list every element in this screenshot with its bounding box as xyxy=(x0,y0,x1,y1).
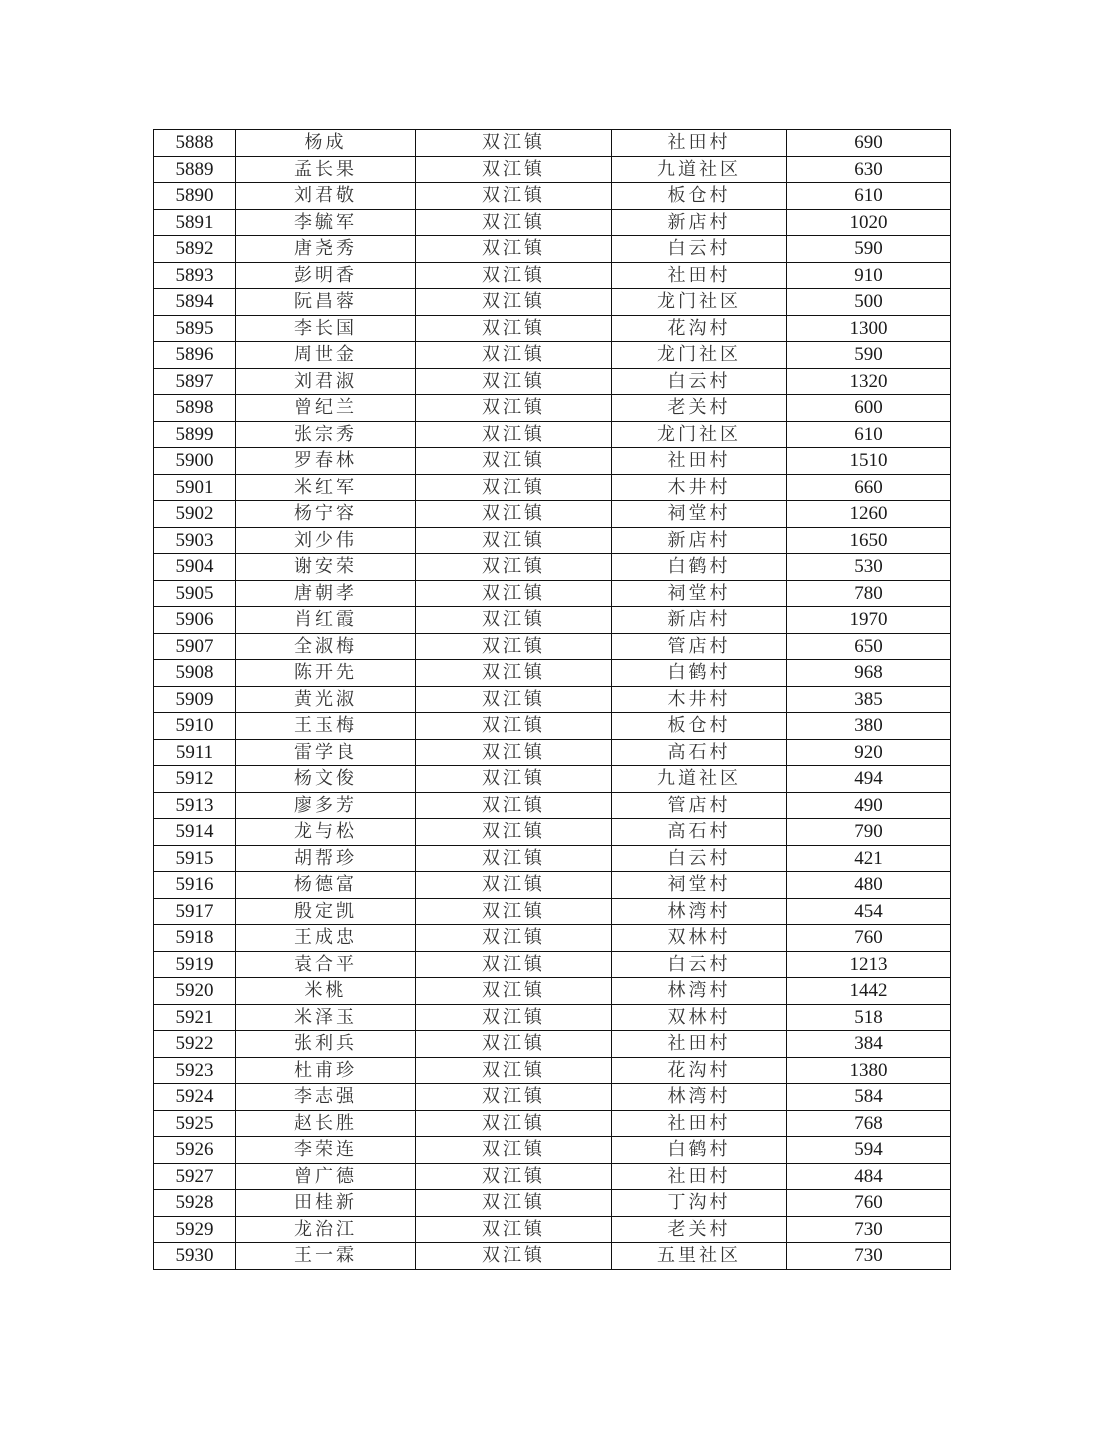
cell-town: 双江镇 xyxy=(416,130,612,157)
cell-village: 社田村 xyxy=(612,1163,787,1190)
cell-name: 杜甫珍 xyxy=(236,1057,416,1084)
cell-village: 高石村 xyxy=(612,819,787,846)
cell-id: 5911 xyxy=(154,739,236,766)
cell-name: 赵长胜 xyxy=(236,1110,416,1137)
cell-town: 双江镇 xyxy=(416,1110,612,1137)
cell-amount: 690 xyxy=(787,130,951,157)
cell-name: 罗春林 xyxy=(236,448,416,475)
cell-village: 管店村 xyxy=(612,792,787,819)
cell-amount: 584 xyxy=(787,1084,951,1111)
cell-village: 祠堂村 xyxy=(612,872,787,899)
cell-amount: 610 xyxy=(787,421,951,448)
cell-id: 5917 xyxy=(154,898,236,925)
cell-id: 5920 xyxy=(154,978,236,1005)
cell-name: 李长国 xyxy=(236,315,416,342)
cell-village: 白云村 xyxy=(612,236,787,263)
cell-id: 5929 xyxy=(154,1216,236,1243)
table-row xyxy=(154,130,951,157)
cell-name: 王一霖 xyxy=(236,1243,416,1270)
cell-amount: 630 xyxy=(787,156,951,183)
cell-village: 板仓村 xyxy=(612,713,787,740)
cell-id: 5890 xyxy=(154,183,236,210)
cell-town: 双江镇 xyxy=(416,580,612,607)
cell-id: 5924 xyxy=(154,1084,236,1111)
cell-amount: 590 xyxy=(787,236,951,263)
cell-village: 板仓村 xyxy=(612,183,787,210)
cell-village: 白鹤村 xyxy=(612,660,787,687)
table-row xyxy=(154,474,951,501)
cell-village: 白云村 xyxy=(612,951,787,978)
cell-amount: 920 xyxy=(787,739,951,766)
cell-village: 五里社区 xyxy=(612,1243,787,1270)
cell-town: 双江镇 xyxy=(416,1190,612,1217)
cell-id: 5894 xyxy=(154,289,236,316)
cell-name: 刘君敬 xyxy=(236,183,416,210)
cell-name: 张宗秀 xyxy=(236,421,416,448)
table-row xyxy=(154,289,951,316)
cell-village: 花沟村 xyxy=(612,315,787,342)
cell-id: 5892 xyxy=(154,236,236,263)
cell-village: 社田村 xyxy=(612,130,787,157)
table-row xyxy=(154,1190,951,1217)
cell-town: 双江镇 xyxy=(416,1243,612,1270)
cell-amount: 494 xyxy=(787,766,951,793)
cell-village: 白云村 xyxy=(612,368,787,395)
table-row xyxy=(154,395,951,422)
table-row xyxy=(154,342,951,369)
cell-amount: 760 xyxy=(787,925,951,952)
table-row xyxy=(154,978,951,1005)
cell-id: 5930 xyxy=(154,1243,236,1270)
cell-id: 5901 xyxy=(154,474,236,501)
cell-id: 5916 xyxy=(154,872,236,899)
table-row xyxy=(154,554,951,581)
cell-amount: 660 xyxy=(787,474,951,501)
table-row xyxy=(154,527,951,554)
cell-town: 双江镇 xyxy=(416,474,612,501)
cell-id: 5921 xyxy=(154,1004,236,1031)
cell-amount: 1650 xyxy=(787,527,951,554)
cell-village: 社田村 xyxy=(612,262,787,289)
cell-amount: 768 xyxy=(787,1110,951,1137)
cell-amount: 910 xyxy=(787,262,951,289)
cell-town: 双江镇 xyxy=(416,342,612,369)
cell-name: 刘君淑 xyxy=(236,368,416,395)
cell-name: 李荣连 xyxy=(236,1137,416,1164)
cell-id: 5907 xyxy=(154,633,236,660)
cell-amount: 484 xyxy=(787,1163,951,1190)
cell-name: 廖多芳 xyxy=(236,792,416,819)
cell-village: 社田村 xyxy=(612,1031,787,1058)
cell-id: 5897 xyxy=(154,368,236,395)
cell-amount: 1213 xyxy=(787,951,951,978)
cell-amount: 730 xyxy=(787,1216,951,1243)
cell-name: 刘少伟 xyxy=(236,527,416,554)
cell-amount: 454 xyxy=(787,898,951,925)
cell-amount: 384 xyxy=(787,1031,951,1058)
cell-name: 杨德富 xyxy=(236,872,416,899)
table-row xyxy=(154,1137,951,1164)
cell-name: 米红军 xyxy=(236,474,416,501)
cell-name: 曾纪兰 xyxy=(236,395,416,422)
cell-town: 双江镇 xyxy=(416,448,612,475)
cell-town: 双江镇 xyxy=(416,209,612,236)
cell-village: 高石村 xyxy=(612,739,787,766)
cell-id: 5909 xyxy=(154,686,236,713)
table-row xyxy=(154,660,951,687)
cell-name: 王成忠 xyxy=(236,925,416,952)
cell-village: 九道社区 xyxy=(612,766,787,793)
cell-name: 李毓军 xyxy=(236,209,416,236)
cell-name: 谢安荣 xyxy=(236,554,416,581)
cell-town: 双江镇 xyxy=(416,978,612,1005)
cell-amount: 968 xyxy=(787,660,951,687)
cell-amount: 490 xyxy=(787,792,951,819)
cell-name: 米桃 xyxy=(236,978,416,1005)
cell-amount: 594 xyxy=(787,1137,951,1164)
cell-town: 双江镇 xyxy=(416,713,612,740)
table-row xyxy=(154,236,951,263)
table-row xyxy=(154,1057,951,1084)
cell-id: 5903 xyxy=(154,527,236,554)
cell-amount: 1260 xyxy=(787,501,951,528)
cell-amount: 530 xyxy=(787,554,951,581)
cell-amount: 1442 xyxy=(787,978,951,1005)
cell-name: 王玉梅 xyxy=(236,713,416,740)
cell-amount: 760 xyxy=(787,1190,951,1217)
cell-town: 双江镇 xyxy=(416,1004,612,1031)
table-row xyxy=(154,448,951,475)
cell-town: 双江镇 xyxy=(416,1057,612,1084)
cell-town: 双江镇 xyxy=(416,872,612,899)
cell-town: 双江镇 xyxy=(416,236,612,263)
cell-village: 丁沟村 xyxy=(612,1190,787,1217)
cell-amount: 500 xyxy=(787,289,951,316)
cell-village: 林湾村 xyxy=(612,1084,787,1111)
cell-town: 双江镇 xyxy=(416,156,612,183)
table-row xyxy=(154,156,951,183)
table-row xyxy=(154,368,951,395)
cell-name: 张利兵 xyxy=(236,1031,416,1058)
cell-town: 双江镇 xyxy=(416,315,612,342)
cell-village: 白云村 xyxy=(612,845,787,872)
cell-town: 双江镇 xyxy=(416,898,612,925)
cell-town: 双江镇 xyxy=(416,925,612,952)
cell-name: 孟长果 xyxy=(236,156,416,183)
cell-id: 5902 xyxy=(154,501,236,528)
cell-village: 祠堂村 xyxy=(612,580,787,607)
table-row xyxy=(154,607,951,634)
cell-id: 5922 xyxy=(154,1031,236,1058)
cell-id: 5915 xyxy=(154,845,236,872)
table-row xyxy=(154,1216,951,1243)
cell-name: 周世金 xyxy=(236,342,416,369)
cell-village: 白鹤村 xyxy=(612,1137,787,1164)
cell-amount: 590 xyxy=(787,342,951,369)
cell-amount: 730 xyxy=(787,1243,951,1270)
cell-name: 黄光淑 xyxy=(236,686,416,713)
table-row xyxy=(154,713,951,740)
cell-village: 祠堂村 xyxy=(612,501,787,528)
cell-village: 社田村 xyxy=(612,1110,787,1137)
table-row xyxy=(154,315,951,342)
cell-town: 双江镇 xyxy=(416,766,612,793)
cell-town: 双江镇 xyxy=(416,951,612,978)
cell-id: 5908 xyxy=(154,660,236,687)
cell-name: 全淑梅 xyxy=(236,633,416,660)
cell-id: 5906 xyxy=(154,607,236,634)
cell-id: 5905 xyxy=(154,580,236,607)
cell-town: 双江镇 xyxy=(416,739,612,766)
cell-id: 5928 xyxy=(154,1190,236,1217)
cell-amount: 380 xyxy=(787,713,951,740)
cell-id: 5895 xyxy=(154,315,236,342)
table-row xyxy=(154,686,951,713)
cell-town: 双江镇 xyxy=(416,554,612,581)
table-row xyxy=(154,951,951,978)
cell-name: 田桂新 xyxy=(236,1190,416,1217)
table-row xyxy=(154,1243,951,1270)
cell-village: 社田村 xyxy=(612,448,787,475)
cell-id: 5918 xyxy=(154,925,236,952)
cell-name: 陈开先 xyxy=(236,660,416,687)
cell-amount: 790 xyxy=(787,819,951,846)
cell-village: 管店村 xyxy=(612,633,787,660)
cell-amount: 600 xyxy=(787,395,951,422)
cell-village: 龙门社区 xyxy=(612,342,787,369)
cell-village: 双林村 xyxy=(612,1004,787,1031)
cell-town: 双江镇 xyxy=(416,660,612,687)
table-row xyxy=(154,872,951,899)
cell-village: 白鹤村 xyxy=(612,554,787,581)
cell-id: 5914 xyxy=(154,819,236,846)
cell-village: 木井村 xyxy=(612,686,787,713)
table-row xyxy=(154,633,951,660)
cell-town: 双江镇 xyxy=(416,1216,612,1243)
cell-name: 李志强 xyxy=(236,1084,416,1111)
cell-village: 新店村 xyxy=(612,607,787,634)
table-row xyxy=(154,1031,951,1058)
table-row xyxy=(154,262,951,289)
table-row xyxy=(154,183,951,210)
cell-town: 双江镇 xyxy=(416,183,612,210)
table-row xyxy=(154,1004,951,1031)
cell-amount: 1510 xyxy=(787,448,951,475)
cell-village: 九道社区 xyxy=(612,156,787,183)
table-row xyxy=(154,421,951,448)
table-row xyxy=(154,898,951,925)
cell-name: 龙与松 xyxy=(236,819,416,846)
cell-name: 杨宁容 xyxy=(236,501,416,528)
cell-village: 花沟村 xyxy=(612,1057,787,1084)
table-row xyxy=(154,739,951,766)
cell-amount: 1970 xyxy=(787,607,951,634)
cell-id: 5898 xyxy=(154,395,236,422)
cell-id: 5923 xyxy=(154,1057,236,1084)
cell-amount: 1320 xyxy=(787,368,951,395)
cell-id: 5912 xyxy=(154,766,236,793)
table-row xyxy=(154,209,951,236)
cell-amount: 650 xyxy=(787,633,951,660)
cell-name: 胡帮珍 xyxy=(236,845,416,872)
cell-town: 双江镇 xyxy=(416,1084,612,1111)
cell-village: 龙门社区 xyxy=(612,289,787,316)
cell-id: 5919 xyxy=(154,951,236,978)
cell-town: 双江镇 xyxy=(416,501,612,528)
cell-id: 5893 xyxy=(154,262,236,289)
cell-amount: 518 xyxy=(787,1004,951,1031)
cell-id: 5900 xyxy=(154,448,236,475)
cell-name: 殷定凯 xyxy=(236,898,416,925)
cell-name: 肖红霞 xyxy=(236,607,416,634)
roster-table-body xyxy=(154,130,951,1270)
cell-town: 双江镇 xyxy=(416,819,612,846)
roster-table xyxy=(153,129,951,1270)
cell-village: 老关村 xyxy=(612,395,787,422)
cell-town: 双江镇 xyxy=(416,686,612,713)
cell-village: 新店村 xyxy=(612,527,787,554)
cell-id: 5925 xyxy=(154,1110,236,1137)
cell-town: 双江镇 xyxy=(416,607,612,634)
cell-id: 5896 xyxy=(154,342,236,369)
cell-id: 5927 xyxy=(154,1163,236,1190)
cell-town: 双江镇 xyxy=(416,421,612,448)
cell-id: 5926 xyxy=(154,1137,236,1164)
cell-town: 双江镇 xyxy=(416,633,612,660)
cell-amount: 1020 xyxy=(787,209,951,236)
cell-town: 双江镇 xyxy=(416,527,612,554)
cell-village: 新店村 xyxy=(612,209,787,236)
cell-name: 袁合平 xyxy=(236,951,416,978)
cell-town: 双江镇 xyxy=(416,1031,612,1058)
cell-name: 龙治江 xyxy=(236,1216,416,1243)
cell-name: 米泽玉 xyxy=(236,1004,416,1031)
cell-amount: 480 xyxy=(787,872,951,899)
cell-village: 木井村 xyxy=(612,474,787,501)
table-row xyxy=(154,845,951,872)
cell-amount: 1300 xyxy=(787,315,951,342)
cell-town: 双江镇 xyxy=(416,845,612,872)
table-row xyxy=(154,792,951,819)
cell-amount: 421 xyxy=(787,845,951,872)
cell-name: 杨成 xyxy=(236,130,416,157)
cell-town: 双江镇 xyxy=(416,1163,612,1190)
cell-name: 唐尧秀 xyxy=(236,236,416,263)
cell-town: 双江镇 xyxy=(416,792,612,819)
cell-id: 5888 xyxy=(154,130,236,157)
table-row xyxy=(154,925,951,952)
cell-amount: 1380 xyxy=(787,1057,951,1084)
cell-name: 雷学良 xyxy=(236,739,416,766)
cell-town: 双江镇 xyxy=(416,395,612,422)
cell-village: 龙门社区 xyxy=(612,421,787,448)
cell-amount: 610 xyxy=(787,183,951,210)
cell-id: 5910 xyxy=(154,713,236,740)
cell-town: 双江镇 xyxy=(416,262,612,289)
cell-town: 双江镇 xyxy=(416,1137,612,1164)
cell-id: 5899 xyxy=(154,421,236,448)
cell-village: 双林村 xyxy=(612,925,787,952)
cell-name: 唐朝孝 xyxy=(236,580,416,607)
cell-village: 林湾村 xyxy=(612,898,787,925)
cell-id: 5889 xyxy=(154,156,236,183)
cell-id: 5913 xyxy=(154,792,236,819)
table-row xyxy=(154,501,951,528)
cell-name: 曾广德 xyxy=(236,1163,416,1190)
cell-town: 双江镇 xyxy=(416,289,612,316)
cell-name: 彭明香 xyxy=(236,262,416,289)
cell-amount: 385 xyxy=(787,686,951,713)
table-row xyxy=(154,819,951,846)
cell-village: 老关村 xyxy=(612,1216,787,1243)
cell-name: 阮昌蓉 xyxy=(236,289,416,316)
cell-name: 杨文俊 xyxy=(236,766,416,793)
cell-village: 林湾村 xyxy=(612,978,787,1005)
cell-id: 5891 xyxy=(154,209,236,236)
table-row xyxy=(154,1084,951,1111)
table-row xyxy=(154,766,951,793)
cell-amount: 780 xyxy=(787,580,951,607)
table-row xyxy=(154,1110,951,1137)
cell-town: 双江镇 xyxy=(416,368,612,395)
table-row xyxy=(154,1163,951,1190)
cell-id: 5904 xyxy=(154,554,236,581)
table-row xyxy=(154,580,951,607)
